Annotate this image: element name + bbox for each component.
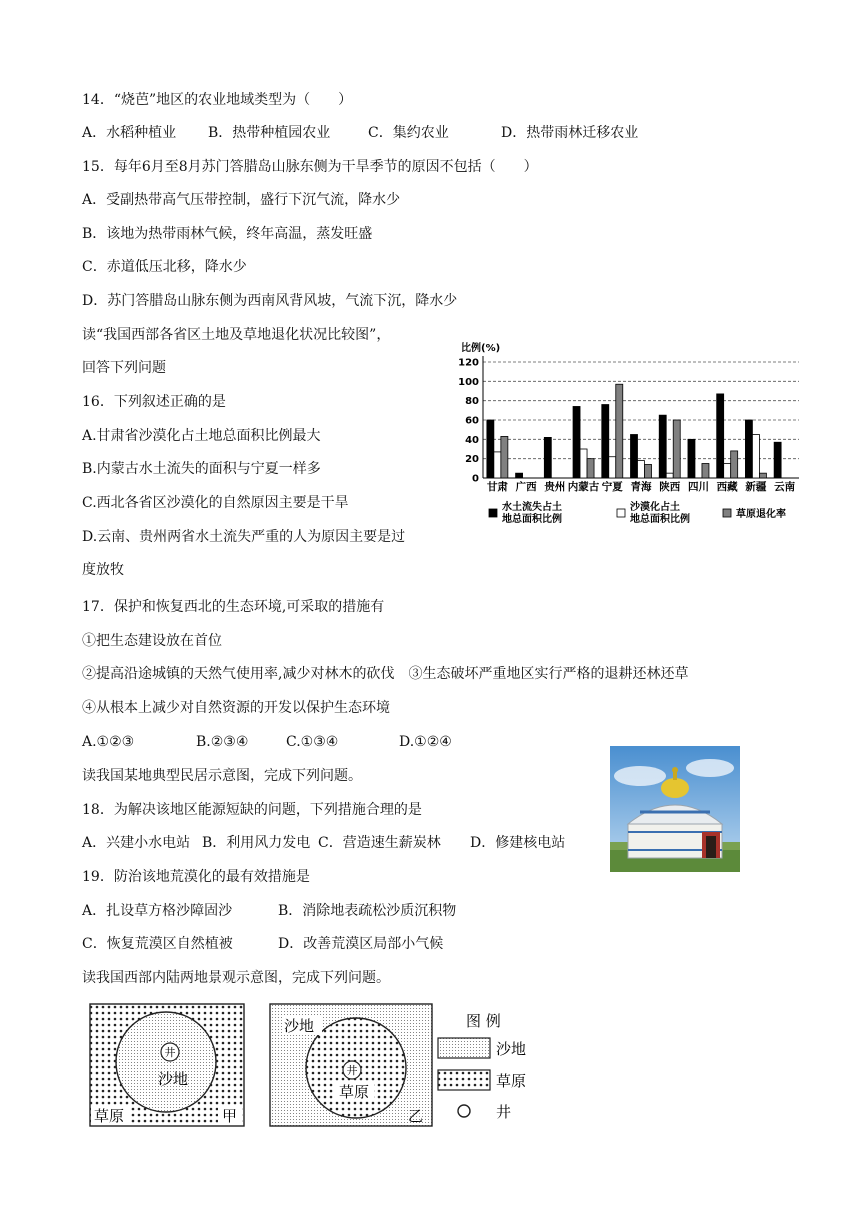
- chart-bar: [631, 435, 638, 479]
- q14-option-d: D．热带雨林迁移农业: [501, 125, 639, 141]
- q14-option-a: A．水稻种植业: [82, 125, 177, 141]
- land-degradation-bar-chart: [455, 338, 805, 528]
- q17-option-d: D.①②④: [399, 734, 452, 750]
- yurt-photo: [610, 746, 740, 872]
- q19-options-row1: [82, 901, 456, 921]
- chart-x-tick-label: 新疆: [745, 481, 767, 493]
- q17-statement-4: ④从根本上减少对自然资源的开发以保护生态环境: [82, 700, 390, 716]
- map-yi-tag: 乙: [408, 1107, 424, 1125]
- q19-stem: 19．防治该地荒漠化的最有效措施是: [82, 869, 310, 885]
- q14-options: [82, 123, 638, 143]
- landscape-maps: [82, 998, 542, 1132]
- chart-bar: [702, 464, 709, 479]
- q17-options: [82, 732, 452, 752]
- chart-bar: [774, 442, 781, 478]
- map-yi: [270, 1004, 432, 1126]
- q17-option-b: B.②③④: [196, 734, 249, 750]
- q16-option-a: A.甘肃省沙漠化占土地总面积比例最大: [82, 428, 321, 444]
- chart-bar: [645, 464, 652, 478]
- map-jia-inner-label: 沙地: [157, 1070, 189, 1088]
- chart-bar: [580, 449, 587, 478]
- map-yi-inner-label: 草原: [338, 1083, 370, 1101]
- chart-bar: [573, 406, 580, 478]
- chart-bar: [724, 464, 731, 479]
- chart-intro-line1: 读“我国西部各省区土地及草地退化状况比较图”，: [82, 327, 391, 343]
- chart-x-tick-label: 西藏: [716, 481, 738, 493]
- chart-legend-label: 水土流失占土: [502, 502, 562, 513]
- chart-y-tick-label: 40: [465, 434, 479, 446]
- map-legend-grass: 草原: [496, 1072, 527, 1090]
- q16-option-d-line2: 度放牧: [82, 562, 124, 578]
- q14-option-c: C．集约农业: [368, 125, 449, 141]
- chart-intro-line2: 回答下列问题: [82, 360, 166, 376]
- chart-x-tick-label: 云南: [774, 481, 796, 493]
- q18-options: [82, 833, 565, 853]
- chart-legend-label: 沙漠化占土: [630, 502, 680, 513]
- chart-bar: [752, 435, 759, 479]
- chart-legend-swatch: [617, 509, 625, 517]
- chart-x-tick-label: 宁夏: [601, 481, 623, 493]
- q17-statement-2-3: ②提高沿途城镇的天然气使用率,减少对林木的砍伐 ③生态破坏严重地区实行严格的退耕还林还草: [82, 666, 689, 682]
- chart-bar: [609, 457, 616, 478]
- chart-bar: [516, 473, 523, 478]
- chart-y-tick-label: 20: [465, 454, 479, 466]
- map-legend-well: 井: [496, 1103, 512, 1121]
- q17-statement-1: ①把生态建设放在首位: [82, 633, 222, 649]
- chart-legend-label: 地总面积比例: [630, 514, 690, 525]
- map-jia-well-label: 井: [164, 1046, 176, 1059]
- chart-y-tick-label: 0: [472, 473, 479, 485]
- map-intro: 读我国西部内陆两地景观示意图，完成下列问题。: [82, 970, 390, 986]
- chart-bar: [673, 420, 680, 478]
- chart-bar: [602, 405, 609, 478]
- q15-stem: 15．每年6月至8月苏门答腊岛山脉东侧为干旱季节的原因不包括（ ）: [82, 159, 538, 175]
- q19-options-row2: [82, 934, 443, 954]
- chart-y-tick-label: 120: [458, 357, 479, 369]
- map-legend: [438, 1012, 526, 1121]
- chart-bar: [544, 437, 551, 478]
- chart-legend-swatch: [489, 509, 497, 517]
- q16-option-d-line1: D.云南、贵州两省水土流失严重的人为原因主要是过: [82, 529, 406, 545]
- chart-y-tick-label: 100: [458, 376, 479, 388]
- q18-stem: 18．为解决该地区能源短缺的问题，下列措施合理的是: [82, 802, 422, 818]
- q19-option-a: A．扎设草方格沙障固沙: [82, 903, 233, 919]
- chart-ylabel: 比例(%): [461, 343, 501, 354]
- chart-y-tick-label: 80: [465, 396, 479, 408]
- q17-option-a: A.①②③: [82, 734, 135, 750]
- chart-x-tick-label: 陕西: [659, 481, 681, 493]
- chart-bar: [494, 452, 501, 478]
- chart-y-tick-label: 60: [465, 415, 479, 427]
- q15-option-b: B．该地为热带雨林气候，终年高温，蒸发旺盛: [82, 226, 373, 242]
- chart-x-tick-label: 甘肃: [486, 481, 508, 493]
- map-yi-well-label: 井: [346, 1064, 358, 1077]
- chart-bar: [638, 461, 645, 478]
- chart-bar: [616, 384, 623, 478]
- q14-stem: 14．“烧芭”地区的农业地域类型为（ ）: [82, 92, 353, 108]
- q19-option-b: B．消除地表疏松沙质沉积物: [278, 903, 457, 919]
- chart-bar: [501, 436, 508, 478]
- q15-option-a: A．受副热带高气压带控制，盛行下沉气流，降水少: [82, 192, 401, 208]
- chart-bar: [745, 420, 752, 478]
- q18-option-b: B．利用风力发电: [202, 835, 311, 851]
- chart-x-tick-label: 内蒙古: [567, 481, 600, 493]
- chart-legend-swatch: [723, 509, 731, 517]
- q16-stem: 16．下列叙述正确的是: [82, 394, 226, 410]
- q19-option-c: C．恢复荒漠区自然植被: [82, 936, 233, 952]
- map-legend-title: 图 例: [466, 1012, 501, 1030]
- chart-legend-label: 地总面积比例: [502, 514, 562, 525]
- q15-option-d: D．苏门答腊岛山脉东侧为西南风背风坡，气流下沉，降水少: [82, 293, 458, 309]
- chart-x-tick-label: 四川: [687, 481, 709, 493]
- q14-option-b: B．热带种植园农业: [208, 125, 331, 141]
- chart-bar: [731, 451, 738, 478]
- chart-bar: [659, 415, 666, 478]
- chart-bar: [688, 439, 695, 478]
- chart-x-tick-label: 青海: [630, 481, 652, 493]
- q18-option-a: A．兴建小水电站: [82, 835, 191, 851]
- q17-option-c: C.①③④: [286, 734, 339, 750]
- chart-x-tick-label: 贵州: [544, 481, 566, 493]
- chart-bar: [587, 459, 594, 478]
- q16-option-b: B.内蒙古水土流失的面积与宁夏一样多: [82, 461, 321, 477]
- chart-bar: [759, 473, 766, 478]
- yurt-intro: 读我国某地典型民居示意图，完成下列问题。: [82, 768, 362, 784]
- chart-bar: [666, 473, 673, 478]
- q19-option-d: D．改善荒漠区局部小气候: [278, 936, 444, 952]
- map-jia-tag: 甲: [222, 1107, 238, 1125]
- map-legend-sand: 沙地: [496, 1040, 527, 1058]
- map-jia-outer-label: 草原: [94, 1107, 125, 1125]
- q15-option-c: C．赤道低压北移，降水少: [82, 259, 247, 275]
- chart-bar: [717, 394, 724, 478]
- chart-legend-label: 草原退化率: [736, 509, 786, 520]
- chart-x-tick-label: 广西: [515, 481, 537, 493]
- map-jia: [90, 1004, 244, 1126]
- q17-stem: 17．保护和恢复西北的生态环境,可采取的措施有: [82, 599, 385, 615]
- q18-option-d: D．修建核电站: [470, 835, 566, 851]
- q18-option-c: C．营造速生薪炭林: [318, 835, 441, 851]
- chart-bar: [487, 420, 494, 478]
- q16-option-c: C.西北各省区沙漠化的自然原因主要是干旱: [82, 495, 349, 511]
- map-yi-outer-label: 沙地: [284, 1017, 315, 1035]
